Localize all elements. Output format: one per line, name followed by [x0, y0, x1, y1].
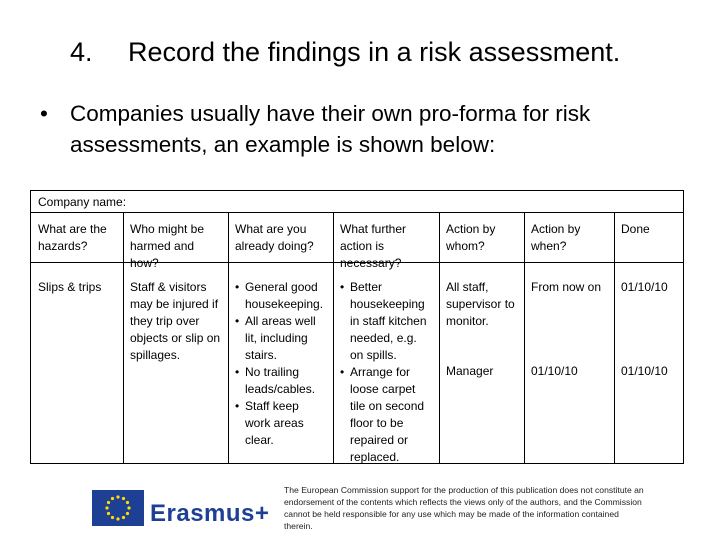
- header-further: What further action is necessary?: [340, 222, 407, 270]
- header-already: What are you already doing?: [235, 222, 314, 253]
- already-item: • All areas well lit, including stairs.: [235, 313, 326, 364]
- cell-by-when-1: From now on: [531, 280, 602, 294]
- further-item: • Better housekeeping in staff kitchen needed, e.g. on spills.: [340, 279, 432, 364]
- cell-done-2: 01/10/10: [621, 364, 668, 378]
- risk-assessment-table: [30, 190, 684, 464]
- cell-by-whom-2: Manager: [446, 364, 494, 378]
- cell-hazard: Slips & trips: [38, 280, 102, 294]
- cell-further: [333, 277, 439, 468]
- cell-already: [228, 277, 333, 451]
- already-item: • Staff keep work areas clear.: [235, 398, 326, 449]
- erasmus-logo-text: Erasmus+: [150, 500, 270, 527]
- footer: [0, 478, 720, 540]
- company-name-row: Company name:: [31, 191, 683, 213]
- cell-done-1: 01/10/10: [621, 280, 668, 294]
- eu-flag-icon: [92, 490, 144, 526]
- bullet-text: Companies usually have their own pro-forma for risk assessments, an example is shown below:: [70, 101, 591, 157]
- header-by-whom: Action by whom?: [446, 222, 496, 253]
- header-who: Who might be harmed and how?: [130, 222, 205, 270]
- title-number: 4.: [70, 37, 93, 67]
- bullet-dot: •: [40, 101, 48, 126]
- header-done: Done: [621, 222, 650, 236]
- further-item: • Arrange for loose carpet tile on second floor to be repaired or replaced.: [340, 364, 432, 466]
- disclaimer-text: The European Commission support for the production of this publication does not constitute an endorsement of the contents which reflects the views only of the authors, and the Commission cannot be held responsible for any use which may be made of the information contained therein.: [284, 485, 644, 531]
- header-hazards: What are the hazards?: [38, 222, 107, 253]
- already-item: • No trailing leads/cables.: [235, 364, 326, 398]
- cell-by-when-2: 01/10/10: [531, 364, 578, 378]
- cell-by-whom-1: All staff, supervisor to monitor.: [446, 280, 515, 328]
- cell-who: Staff & visitors may be injured if they trip over objects or slip on spillages.: [130, 280, 221, 362]
- already-item: • General good housekeeping.: [235, 279, 326, 313]
- header-by-when: Action by when?: [531, 222, 581, 253]
- title-text: Record the findings in a risk assessment.: [128, 37, 621, 67]
